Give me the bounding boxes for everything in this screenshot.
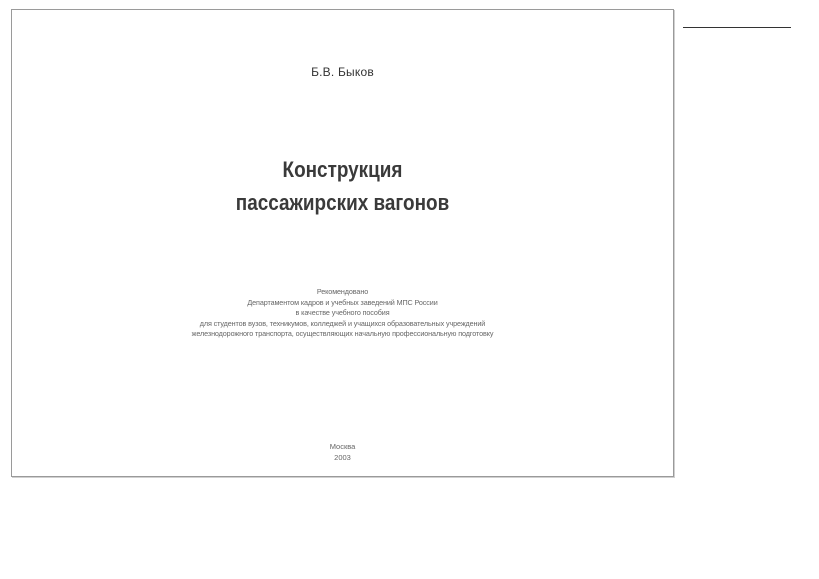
approval-line: железнодорожного транспорта, осуществляющих начальную профессиональную подготовку [191, 329, 494, 338]
margin-rule-divider [683, 27, 791, 28]
book-title-page [11, 9, 674, 477]
book-title [58, 153, 626, 219]
approval-statement [12, 287, 673, 340]
title-line: Конструкция [282, 157, 403, 182]
approval-line: для студентов вузов, техникумов, колледжей и учащихся образовательных учреждений [199, 318, 486, 328]
approval-line: в качестве учебного пособия [295, 308, 390, 317]
imprint [12, 442, 673, 463]
approval-line: Департаментом кадров и учебных заведений МПС России [247, 297, 438, 307]
approval-line: Рекомендовано [316, 287, 369, 296]
publication-city: Москва [329, 442, 356, 451]
publication-year: 2003 [334, 452, 351, 462]
author-name: Б.В. Быков [311, 65, 374, 79]
title-line: пассажирских вагонов [235, 190, 450, 215]
